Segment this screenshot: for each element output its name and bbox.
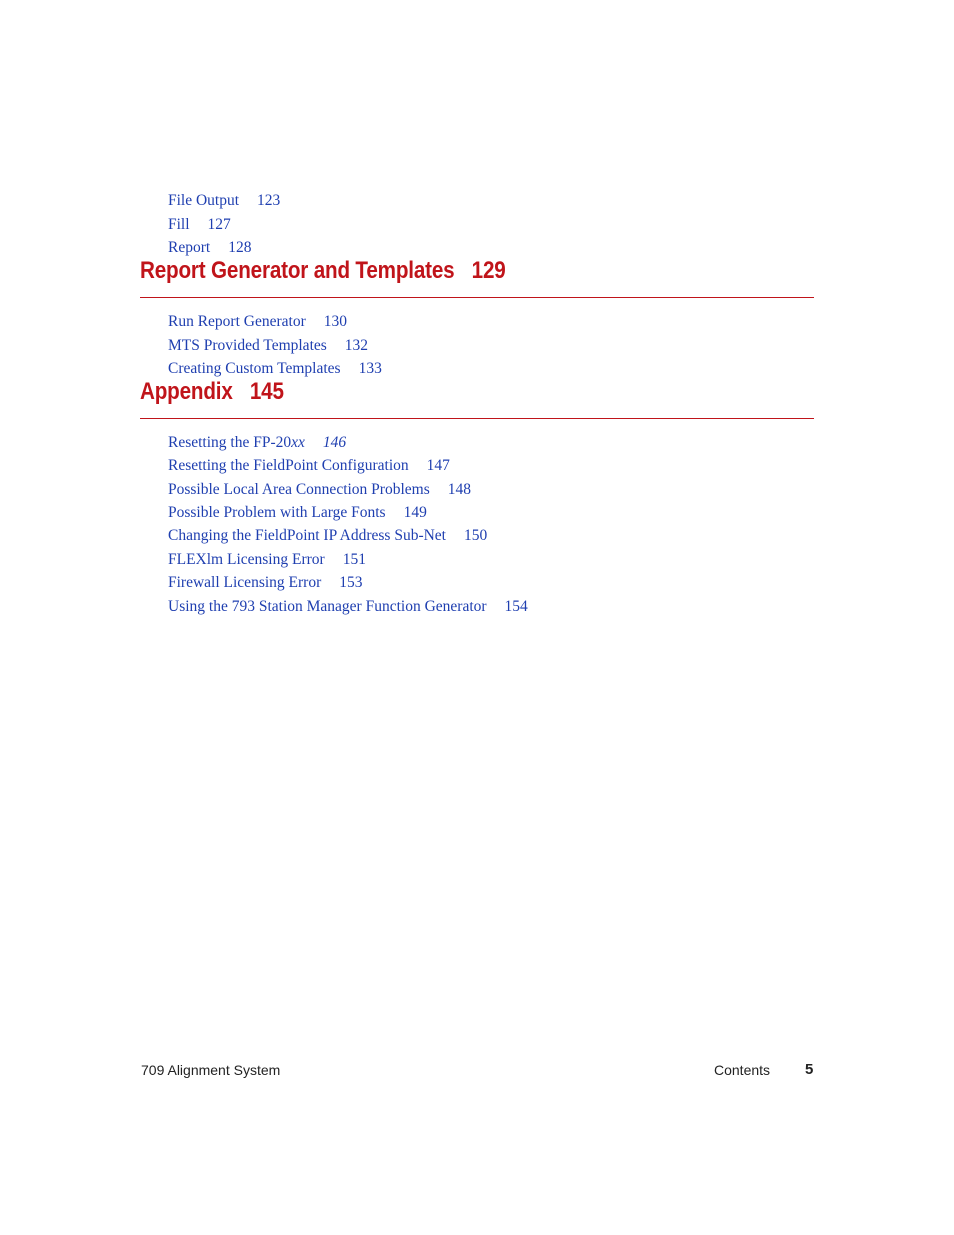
- toc-entry-creating-custom-templates[interactable]: [168, 359, 382, 379]
- footer-page-number: 5: [805, 1061, 814, 1078]
- toc-entry-mts-provided-templates[interactable]: [168, 336, 368, 356]
- toc-entry-title: Possible Local Area Connection Problems: [168, 481, 430, 498]
- footer-section-label: Contents: [714, 1062, 771, 1078]
- toc-entry-page: 128: [228, 239, 252, 256]
- section-title: [140, 377, 284, 407]
- toc-entry-title: Using the 793 Station Manager Function Generator: [168, 598, 487, 615]
- toc-entry-page: 154: [504, 598, 528, 615]
- toc-entry-page: 127: [207, 216, 231, 233]
- toc-entry-file-output[interactable]: [168, 191, 280, 211]
- toc-entry-title: Firewall Licensing Error: [168, 574, 322, 591]
- toc-entry-resetting-fieldpoint-config[interactable]: [168, 456, 450, 476]
- toc-entry-page: 146: [322, 434, 347, 451]
- toc-entry-page: 150: [464, 527, 488, 544]
- toc-entry-page: 130: [323, 313, 347, 330]
- toc-entry-function-generator[interactable]: [168, 597, 528, 617]
- toc-entry-title: File Output: [168, 192, 240, 209]
- footer-document-title: 709 Alignment System: [141, 1062, 281, 1078]
- toc-entry-report[interactable]: [168, 238, 251, 258]
- section-page: 145: [249, 378, 284, 405]
- toc-entry-page: 149: [403, 504, 427, 521]
- toc-entry-page: 147: [426, 457, 450, 474]
- toc-entry-large-fonts[interactable]: [168, 503, 427, 523]
- toc-entry-page: 153: [339, 574, 363, 591]
- toc-entry-title: Possible Problem with Large Fonts: [168, 504, 386, 521]
- toc-entry-title: Fill: [168, 216, 190, 233]
- toc-entry-title: MTS Provided Templates: [168, 337, 327, 354]
- toc-entry-ip-address-subnet[interactable]: [168, 526, 487, 546]
- toc-entry-page: 123: [257, 192, 281, 209]
- section-page: 129: [471, 257, 506, 284]
- toc-entry-title: Report: [168, 239, 211, 256]
- toc-entry-title: FLEXlm Licensing Error: [168, 551, 325, 568]
- toc-entry-title-italic: xx: [291, 434, 305, 451]
- toc-entry-title: Resetting the FP-20: [168, 434, 292, 451]
- section-heading-report-generator[interactable]: [140, 256, 814, 298]
- section-title: [140, 256, 506, 286]
- toc-entry-title: Creating Custom Templates: [168, 360, 341, 377]
- toc-entry-local-area-connection[interactable]: [168, 480, 471, 500]
- toc-entry-page: 132: [344, 337, 369, 354]
- section-heading-appendix[interactable]: [140, 377, 814, 419]
- toc-entry-run-report-generator[interactable]: [168, 312, 347, 332]
- toc-entry-flexlm-licensing[interactable]: [168, 550, 366, 570]
- section-title-text: Report Generator and Templates: [140, 257, 455, 284]
- section-title-text: Appendix: [140, 378, 233, 405]
- toc-entry-firewall-licensing[interactable]: [168, 573, 362, 593]
- toc-entry-resetting-fp20xx[interactable]: [168, 433, 346, 453]
- toc-entry-title: Run Report Generator: [168, 313, 306, 330]
- toc-entry-fill[interactable]: [168, 215, 231, 235]
- toc-entry-page: 151: [342, 551, 366, 568]
- toc-entry-page: 133: [358, 360, 382, 377]
- toc-entry-title: Changing the FieldPoint IP Address Sub-Net: [168, 527, 446, 544]
- toc-entry-title: Resetting the FieldPoint Configuration: [168, 457, 409, 474]
- toc-entry-page: 148: [447, 481, 471, 498]
